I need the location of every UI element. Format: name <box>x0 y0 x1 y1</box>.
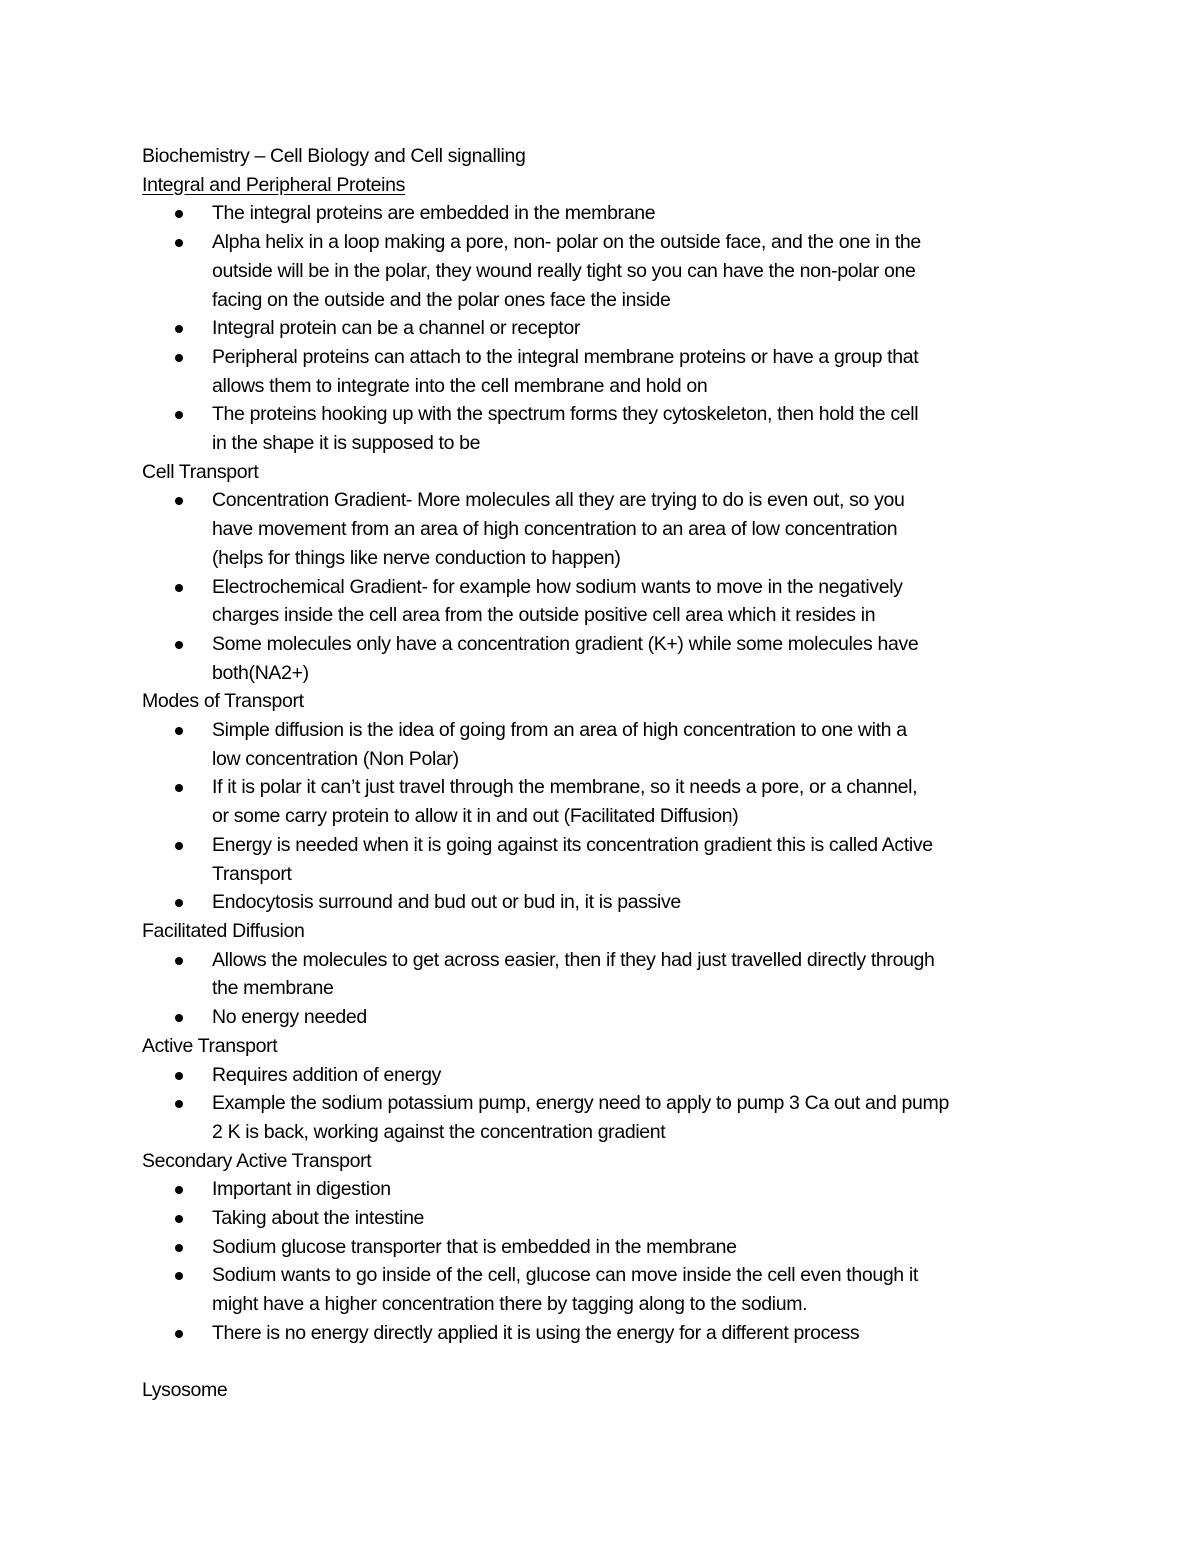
list-item <box>142 314 1072 343</box>
bullet-icon <box>175 784 183 792</box>
bullet-icon <box>175 899 183 907</box>
list-item-text-line: (helps for things like nerve conduction to happen) <box>212 546 621 569</box>
list-item-text-line: The integral proteins are embedded in the membrane <box>212 202 656 225</box>
list-item-text-line: might have a higher concentration there by tagging along to the sodium. <box>212 1293 808 1316</box>
section-heading: Active Transport <box>142 1034 278 1057</box>
bullet-icon <box>175 210 183 218</box>
list-item-text-line: the membrane <box>212 977 334 1000</box>
bullet-icon <box>175 354 183 362</box>
list-item-text-line: Simple diffusion is the idea of going from an area of high concentration to one with a <box>212 719 907 742</box>
list-item-text-line: in the shape it is supposed to be <box>212 432 481 455</box>
list-item-text-line: Example the sodium potassium pump, energy need to apply to pump 3 Ca out and pump <box>212 1092 949 1115</box>
list-item-text-line: Requires addition of energy <box>212 1063 442 1086</box>
list-item-text-line: Electrochemical Gradient- for example how sodium wants to move in the negatively <box>212 575 903 598</box>
bullet-icon <box>175 1014 183 1022</box>
bullet-icon <box>175 239 183 247</box>
list-item-text-line: have movement from an area of high concentration to an area of low concentration <box>212 518 898 541</box>
bullet-icon <box>175 584 183 592</box>
bullet-list <box>142 946 1072 1032</box>
list-item-text-line: Peripheral proteins can attach to the integral membrane proteins or have a group that <box>212 345 919 368</box>
list-item <box>142 1089 1072 1146</box>
bullet-icon <box>175 325 183 333</box>
list-item <box>142 573 1072 630</box>
bullet-icon <box>175 1215 183 1223</box>
list-item-text-line: There is no energy directly applied it is using the energy for a different process <box>212 1321 860 1344</box>
bullet-icon <box>175 1100 183 1108</box>
bullet-icon <box>175 1072 183 1080</box>
list-item <box>142 1233 1072 1262</box>
section-heading: Facilitated Diffusion <box>142 919 305 942</box>
list-item-text-line: If it is polar it can’t just travel through the membrane, so it needs a pore, or a channel, <box>212 776 918 799</box>
list-item <box>142 1003 1072 1032</box>
list-item <box>142 486 1072 572</box>
bullet-icon <box>175 727 183 735</box>
list-item <box>142 630 1072 687</box>
list-item-text-line: 2 K is back, working against the concentration gradient <box>212 1120 666 1143</box>
bullet-icon <box>175 497 183 505</box>
bullet-list <box>142 486 1072 687</box>
section-heading: Secondary Active Transport <box>142 1149 372 1172</box>
bullet-icon <box>175 411 183 419</box>
list-item-text-line: low concentration (Non Polar) <box>212 747 459 770</box>
list-item-text-line: Concentration Gradient- More molecules all they are trying to do is even out, so you <box>212 489 905 512</box>
list-item-text-line: Transport <box>212 862 292 885</box>
section-heading: Cell Transport <box>142 460 259 483</box>
list-item-text-line: facing on the outside and the polar ones face the inside <box>212 288 671 311</box>
bullet-list <box>142 199 1072 457</box>
bullet-list <box>142 1175 1072 1347</box>
list-item-text-line: Taking about the intestine <box>212 1207 425 1230</box>
bullet-list <box>142 716 1072 917</box>
list-item-text-line: Some molecules only have a concentration gradient (K+) while some molecules have <box>212 632 919 655</box>
list-item <box>142 343 1072 400</box>
list-item-text-line: Endocytosis surround and bud out or bud in, it is passive <box>212 891 681 914</box>
list-item <box>142 888 1072 917</box>
list-item-text-line: both(NA2+) <box>212 661 309 684</box>
list-item-text-line: allows them to integrate into the cell membrane and hold on <box>212 374 708 397</box>
blank-line <box>142 1348 1072 1377</box>
section-heading-lysosome: Lysosome <box>142 1379 228 1402</box>
list-item <box>142 199 1072 228</box>
list-item-text-line: Important in digestion <box>212 1178 391 1201</box>
list-item-text-line: or some carry protein to allow it in and out (Facilitated Diffusion) <box>212 805 739 828</box>
list-item <box>142 1175 1072 1204</box>
document-body <box>142 171 1072 1348</box>
bullet-icon <box>175 1272 183 1280</box>
list-item <box>142 1061 1072 1090</box>
list-item-text-line: Allows the molecules to get across easier, then if they had just travelled directly through <box>212 948 935 971</box>
list-item <box>142 773 1072 830</box>
list-item-text-line: Sodium glucose transporter that is embedded in the membrane <box>212 1235 737 1258</box>
bullet-icon <box>175 957 183 965</box>
list-item <box>142 716 1072 773</box>
list-item <box>142 1261 1072 1318</box>
list-item-text-line: outside will be in the polar, they wound really tight so you can have the non-polar one <box>212 259 916 282</box>
list-item-text-line: No energy needed <box>212 1006 367 1029</box>
list-item-text-line: Energy is needed when it is going against its concentration gradient this is called Active <box>212 833 933 856</box>
list-item <box>142 831 1072 888</box>
section-heading: Modes of Transport <box>142 690 304 713</box>
bullet-icon <box>175 1330 183 1338</box>
list-item-text-line: charges inside the cell area from the outside positive cell area which it resides in <box>212 604 876 627</box>
list-item-text-line: Integral protein can be a channel or receptor <box>212 317 580 340</box>
bullet-icon <box>175 641 183 649</box>
list-item <box>142 946 1072 1003</box>
document-title: Biochemistry – Cell Biology and Cell signalling <box>142 145 526 167</box>
list-item-text-line: Sodium wants to go inside of the cell, glucose can move inside the cell even though it <box>212 1264 918 1287</box>
list-item <box>142 228 1072 314</box>
list-item-text-line: The proteins hooking up with the spectrum forms they cytoskeleton, then hold the cell <box>212 403 919 426</box>
bullet-list <box>142 1061 1072 1147</box>
section-heading: Integral and Peripheral Proteins <box>142 173 406 196</box>
list-item-text-line: Alpha helix in a loop making a pore, non- polar on the outside face, and the one in the <box>212 231 921 254</box>
bullet-icon <box>175 842 183 850</box>
bullet-icon <box>175 1186 183 1194</box>
list-item <box>142 1204 1072 1233</box>
bullet-icon <box>175 1244 183 1252</box>
list-item <box>142 1319 1072 1348</box>
document-page <box>142 142 1072 1405</box>
list-item <box>142 400 1072 457</box>
